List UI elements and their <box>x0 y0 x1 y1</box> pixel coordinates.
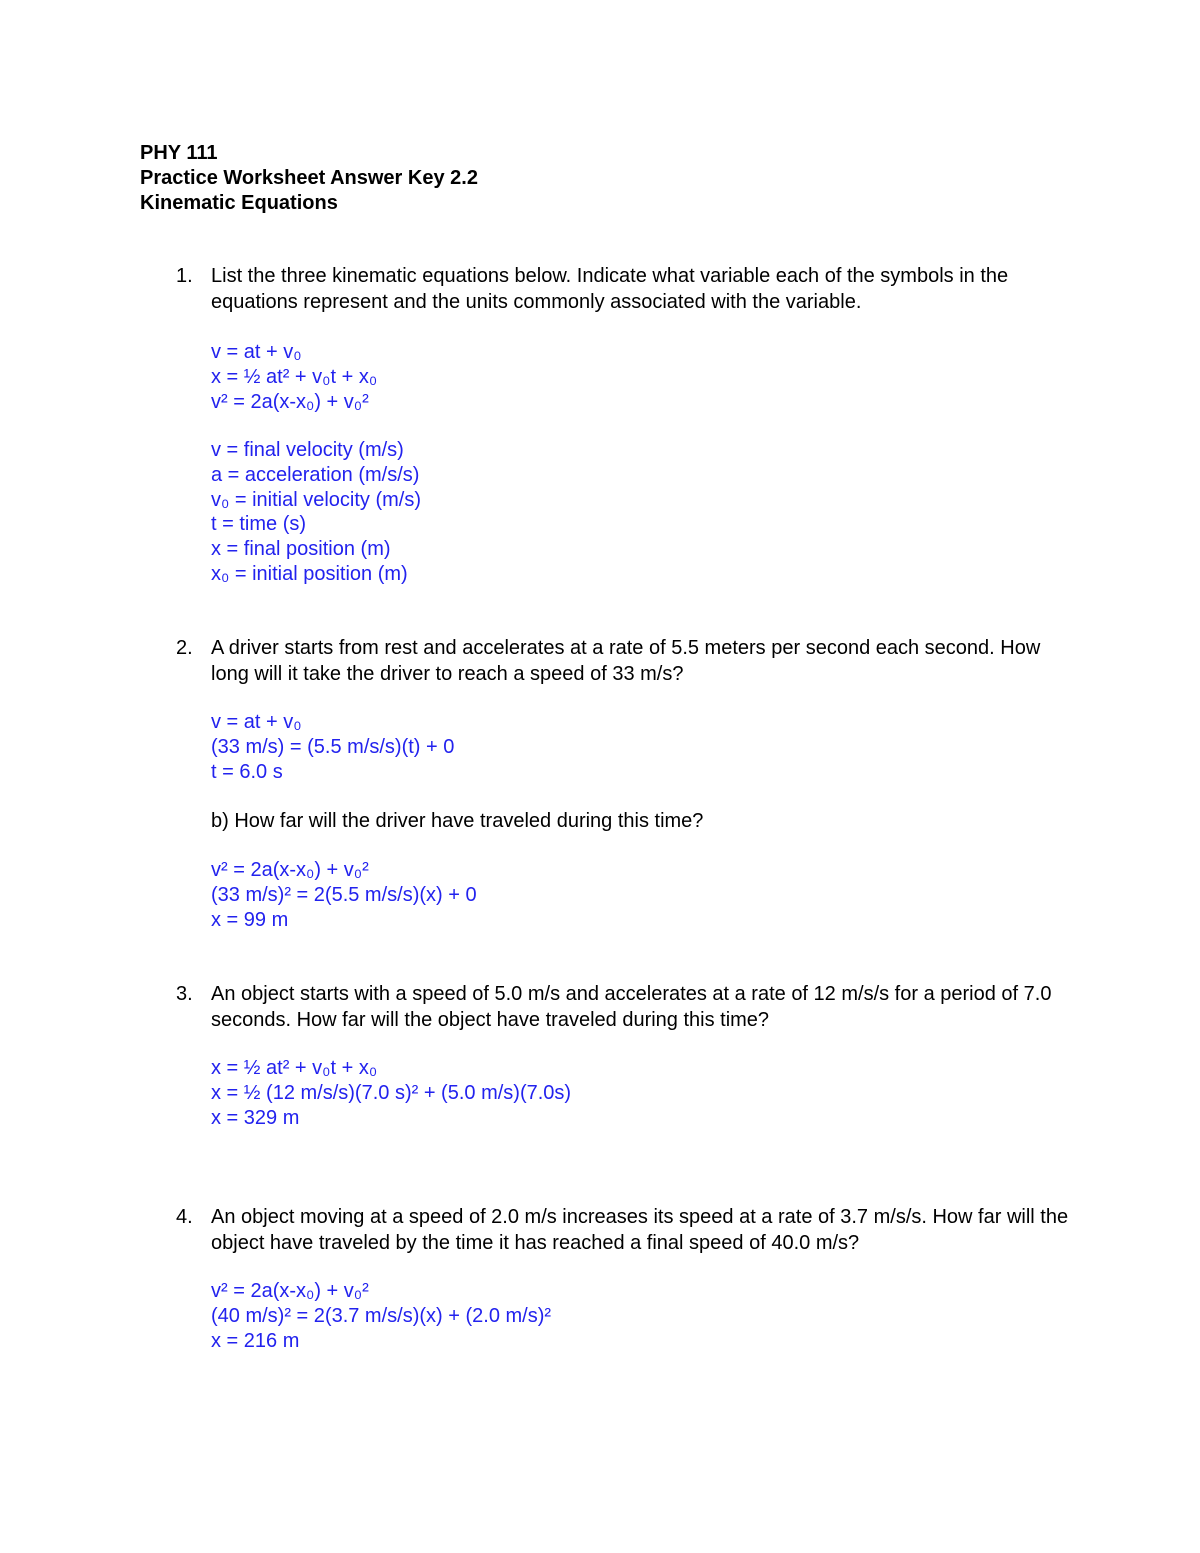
answer-line: (40 m/s)² = 2(3.7 m/s/s)(x) + (2.0 m/s)² <box>211 1304 552 1327</box>
answer-line: t = 6.0 s <box>211 760 283 783</box>
answer-definitions <box>211 438 1011 587</box>
answer-steps <box>211 710 1011 784</box>
answer-steps <box>211 1279 1011 1353</box>
sub-answer-steps <box>211 858 1011 932</box>
answer-line: v = at + v₀ <box>211 341 302 363</box>
answer-line: v² = 2a(x-x₀) + v₀² <box>211 1280 369 1302</box>
answer-line: (33 m/s)² = 2(5.5 m/s/s)(x) + 0 <box>211 883 477 906</box>
answer-line: x = 99 m <box>211 908 289 931</box>
definition-line: v = final velocity (m/s) <box>211 439 404 461</box>
question-text: An object starts with a speed of 5.0 m/s and accelerates at a rate of 12 m/s/s for a period of 7.0 seconds. How far will the object have traveled during this time? <box>211 983 1052 1031</box>
answer-line: x = ½ at² + v₀t + x₀ <box>211 365 378 388</box>
definition-line: v₀ = initial velocity (m/s) <box>211 488 422 511</box>
question-number: 3. <box>176 983 193 1005</box>
definition-line: t = time (s) <box>211 513 307 536</box>
answer-line: v² = 2a(x-x₀) + v₀² <box>211 859 369 881</box>
question-text: A driver starts from rest and accelerates at a rate of 5.5 meters per second each second. How long will it take the driver to reach a speed of 33 m/s? <box>211 637 1041 685</box>
sub-question-b: b) How far will the driver have traveled during this time? <box>211 810 704 832</box>
question-number: 1. <box>176 265 193 287</box>
answer-line: v² = 2a(x-x₀) + v₀² <box>211 390 369 413</box>
document-header <box>140 141 478 216</box>
answer-line: x = ½ at² + v₀t + x₀ <box>211 1057 378 1079</box>
answer-line: x = 216 m <box>211 1329 300 1352</box>
answer-line: x = ½ (12 m/s/s)(7.0 s)² + (5.0 m/s)(7.0s) <box>211 1081 572 1104</box>
document-title: Practice Worksheet Answer Key 2.2 <box>140 167 478 189</box>
question-number: 2. <box>176 637 193 659</box>
answer-line: v = at + v₀ <box>211 711 302 733</box>
answer-equations <box>211 340 1011 414</box>
question-text: An object moving at a speed of 2.0 m/s increases its speed at a rate of 3.7 m/s/s. How far will the object have traveled by the time it has reached a final speed of 40.0 m/s? <box>211 1206 1069 1254</box>
document-subtitle: Kinematic Equations <box>140 192 338 214</box>
definition-line: x₀ = initial position (m) <box>211 562 408 585</box>
answer-line: x = 329 m <box>211 1106 300 1129</box>
definition-line: x = final position (m) <box>211 538 391 561</box>
definition-line: a = acceleration (m/s/s) <box>211 463 420 486</box>
question-text: List the three kinematic equations below. Indicate what variable each of the symbols in the equations represent and the units commonly associated with the variable. <box>211 265 1009 313</box>
answer-line: (33 m/s) = (5.5 m/s/s)(t) + 0 <box>211 735 455 758</box>
answer-steps <box>211 1056 1011 1130</box>
course-code: PHY 111 <box>140 142 218 164</box>
question-number: 4. <box>176 1206 193 1228</box>
